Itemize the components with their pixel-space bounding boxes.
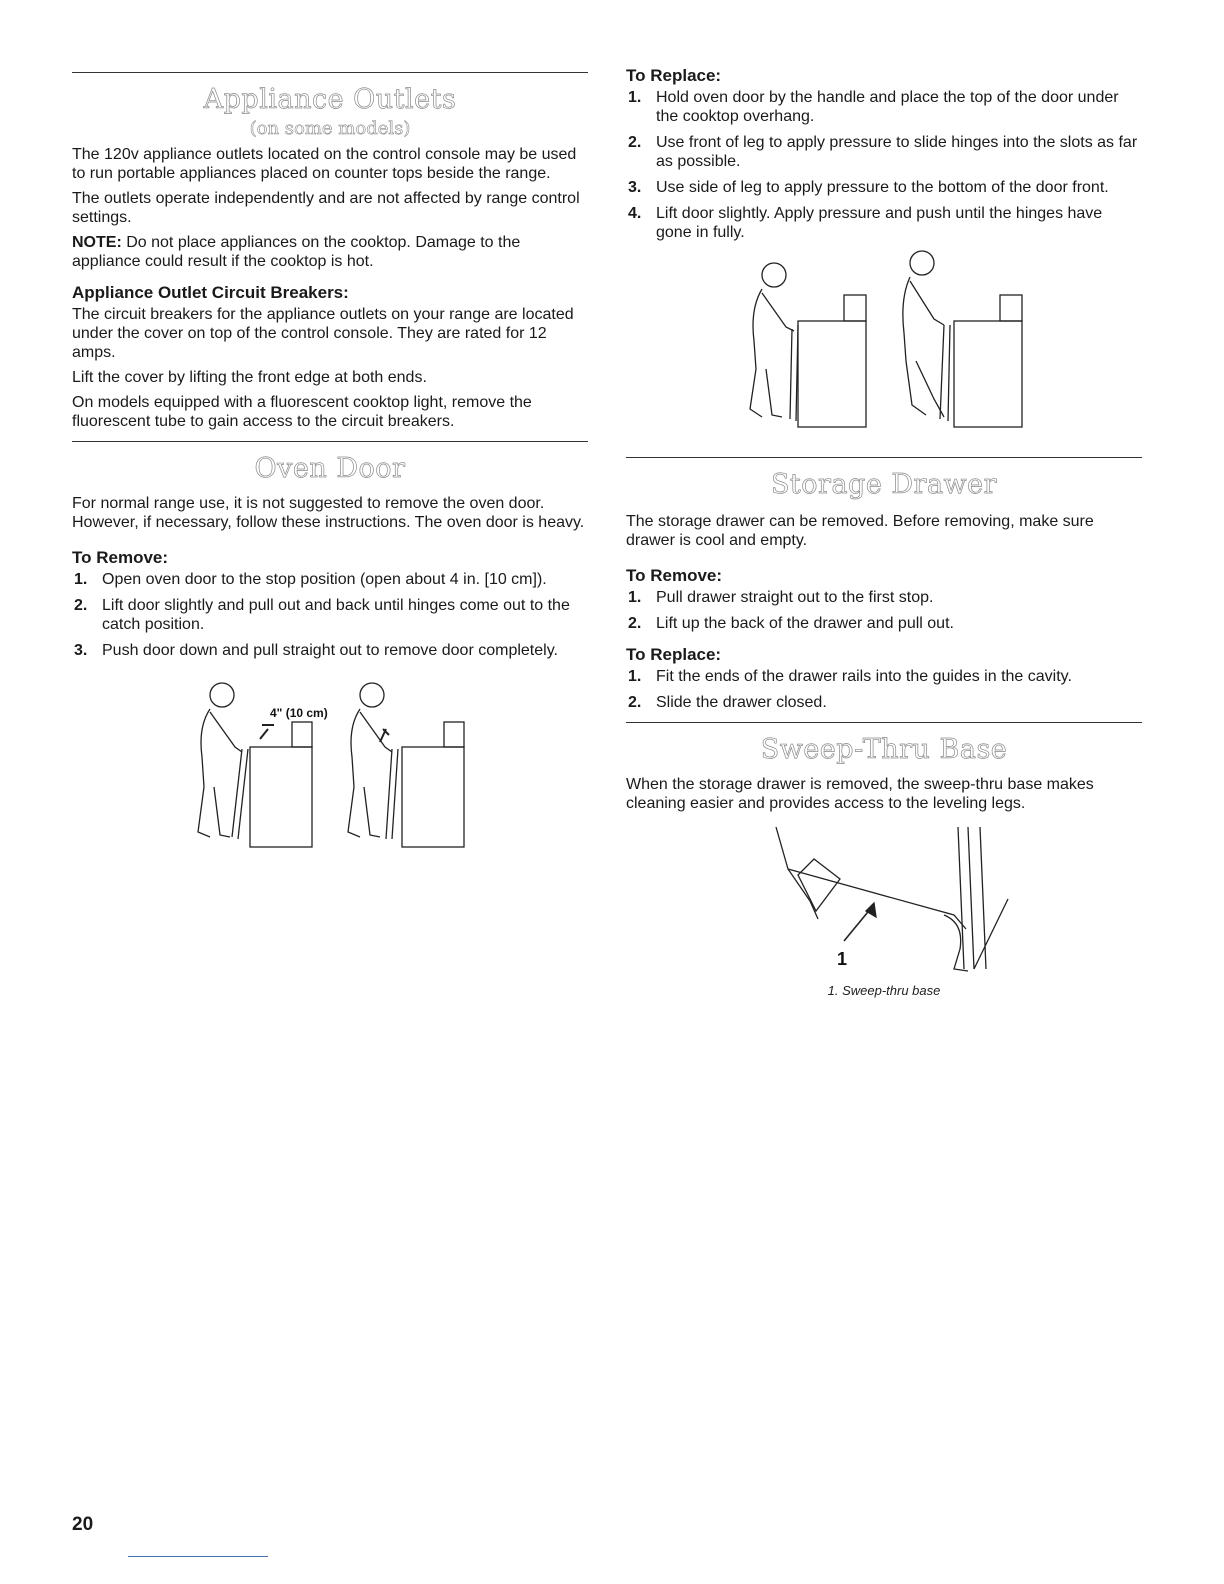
oven-door-replace-steps xyxy=(626,88,1142,242)
remove-figure-right xyxy=(348,683,464,847)
sweep-thru-caption: 1. Sweep-thru base xyxy=(827,983,941,998)
list-item xyxy=(626,693,1142,712)
replace-figure-right xyxy=(903,251,1022,427)
circuit-breakers-para-1: The circuit breakers for the appliance outlets on your range are located under the cover on top of the control console. They are rated for 12 amps. xyxy=(72,306,574,361)
oven-door-remove-illustration xyxy=(180,667,480,857)
oven-door-replace-heading: To Replace: xyxy=(626,66,722,85)
storage-drawer-replace-heading: To Replace: xyxy=(626,645,722,664)
step-text: Slide the drawer closed. xyxy=(656,694,827,711)
step-text: Pull drawer straight out to the first stop. xyxy=(656,589,934,606)
left-column xyxy=(72,60,588,857)
oven-door-replace-illustration xyxy=(734,249,1034,439)
sweep-thru-callout: 1 xyxy=(837,949,848,969)
step-number: 1. xyxy=(628,589,642,606)
circuit-breakers-para-3: On models equipped with a fluorescent cooktop light, remove the fluorescent tube to gain access to the circuit breakers. xyxy=(72,394,532,430)
list-item xyxy=(626,614,1142,633)
step-number: 1. xyxy=(628,668,642,685)
appliance-outlets-para-1: The 120v appliance outlets located on the control console may be used to run portable appliances placed on counter tops beside the range. xyxy=(72,146,577,182)
page-number: 20 xyxy=(72,1514,94,1535)
step-number: 2. xyxy=(628,134,642,151)
sweep-thru-intro: When the storage drawer is removed, the sweep-thru base makes cleaning easier and provides access to the leveling legs. xyxy=(626,776,1094,812)
storage-drawer-replace-steps xyxy=(626,667,1142,712)
note-label: NOTE: xyxy=(72,234,122,251)
sweep-thru-title: Sweep-Thru Base xyxy=(760,734,1008,765)
step-text: Lift door slightly. Apply pressure and push until the hinges have gone in fully. xyxy=(656,205,1103,241)
section-divider xyxy=(626,457,1142,458)
circuit-breakers-heading: Appliance Outlet Circuit Breakers: xyxy=(72,283,349,302)
step-text: Push door down and pull straight out to remove door completely. xyxy=(102,642,558,659)
oven-door-intro: For normal range use, it is not suggested to remove the oven door. However, if necessary, follow these instructions. The oven door is heavy. xyxy=(72,495,585,531)
oven-door-remove-steps xyxy=(72,570,588,660)
appliance-outlets-note xyxy=(72,233,588,271)
appliance-outlets-title: Appliance Outlets xyxy=(203,84,457,115)
step-number: 4. xyxy=(628,205,642,222)
appliance-outlets-para-2: The outlets operate independently and are not affected by range control settings. xyxy=(72,190,580,226)
step-text: Open oven door to the stop position (open about 4 in. [10 cm]). xyxy=(102,571,547,588)
door-open-measurement: 4" (10 cm) xyxy=(270,706,328,720)
step-text: Lift up the back of the drawer and pull out. xyxy=(656,615,954,632)
list-item xyxy=(626,204,1142,242)
section-divider xyxy=(72,72,588,73)
circuit-breakers-para-2: Lift the cover by lifting the front edge at both ends. xyxy=(72,369,427,386)
step-number: 1. xyxy=(628,89,642,106)
list-item xyxy=(626,178,1142,197)
step-number: 1. xyxy=(74,571,88,588)
list-item xyxy=(626,667,1142,686)
step-text: Lift door slightly and pull out and back until hinges come out to the catch position. xyxy=(102,597,570,633)
oven-door-remove-heading: To Remove: xyxy=(72,548,169,567)
step-number: 3. xyxy=(628,179,642,196)
replace-figure-left xyxy=(750,263,866,427)
step-text: Use front of leg to apply pressure to slide hinges into the slots as far as possible. xyxy=(656,134,1138,170)
storage-drawer-intro: The storage drawer can be removed. Before removing, make sure drawer is cool and empty. xyxy=(626,513,1094,549)
step-text: Hold oven door by the handle and place the top of the door under the cooktop overhang. xyxy=(656,89,1119,125)
step-number: 2. xyxy=(74,597,88,614)
appliance-outlets-subtitle: (on some models) xyxy=(249,118,411,139)
footer-divider xyxy=(128,1556,268,1557)
list-item xyxy=(72,570,588,589)
section-divider xyxy=(72,441,588,442)
list-item xyxy=(626,588,1142,607)
oven-door-title: Oven Door xyxy=(254,453,406,484)
list-item xyxy=(72,596,588,634)
note-text: Do not place appliances on the cooktop. Damage to the appliance could result if the cooktop is hot. xyxy=(72,234,521,270)
list-item xyxy=(626,133,1142,171)
storage-drawer-remove-steps xyxy=(626,588,1142,633)
step-number: 2. xyxy=(628,615,642,632)
sweep-thru-base-illustration xyxy=(754,819,1014,979)
section-divider xyxy=(626,722,1142,723)
step-text: Use side of leg to apply pressure to the bottom of the door front. xyxy=(656,179,1109,196)
storage-drawer-remove-heading: To Remove: xyxy=(626,566,723,585)
list-item xyxy=(72,641,588,660)
right-column xyxy=(626,60,1142,998)
step-number: 3. xyxy=(74,642,88,659)
storage-drawer-title: Storage Drawer xyxy=(770,469,998,500)
step-number: 2. xyxy=(628,694,642,711)
list-item xyxy=(626,88,1142,126)
range-base-drawing xyxy=(776,827,1008,971)
step-text: Fit the ends of the drawer rails into the guides in the cavity. xyxy=(656,668,1072,685)
